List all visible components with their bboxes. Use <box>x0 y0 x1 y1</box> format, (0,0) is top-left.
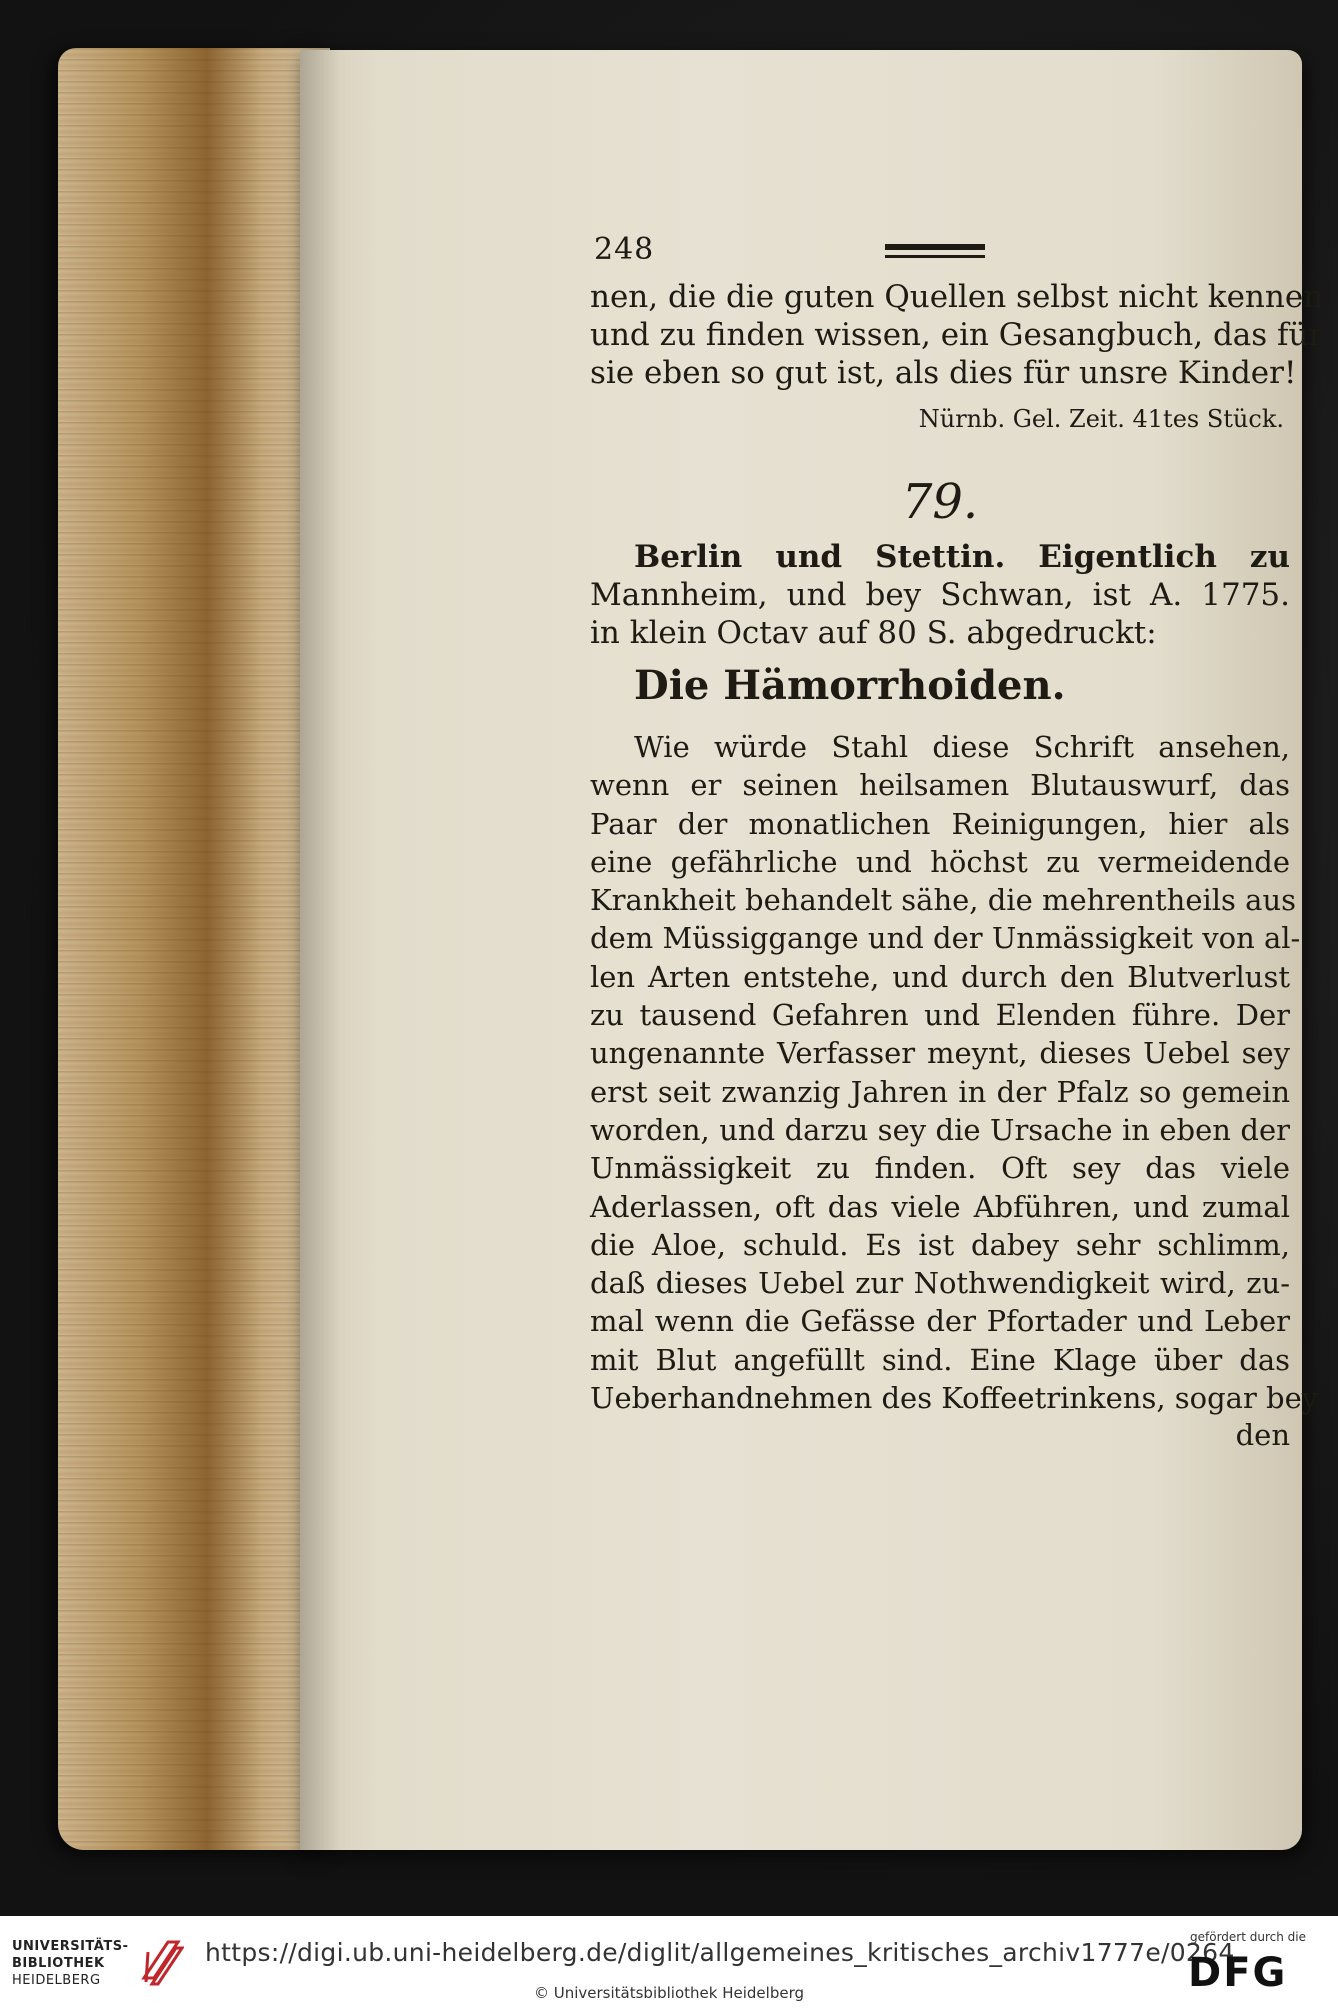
header-rule <box>885 244 985 258</box>
text-line: eine gefährliche und höchst zu vermeidende <box>590 844 1290 879</box>
copyright-notice: © Universitätsbibliothek Heidelberg <box>533 1984 804 2002</box>
text-line: mal wenn die Gefässe der Pfortader und Leber <box>590 1304 1290 1339</box>
opening-paragraph <box>590 278 1324 392</box>
text-line: wenn er seinen heilsamen Blutauswurf, das <box>590 768 1290 803</box>
text-line: Krankheit behandelt sähe, die mehrentheils aus <box>590 883 1296 918</box>
text-line: nen, die die guten Quellen selbst nicht kennen <box>590 279 1324 315</box>
library-name-line: UNIVERSITÄTS- <box>12 1939 129 1954</box>
running-head <box>590 232 1290 278</box>
text-line: daß dieses Uebel zur Nothwendigkeit wird, zu- <box>590 1266 1290 1301</box>
text-line: Mannheim, und bey Schwan, ist A. 1775. <box>590 577 1290 613</box>
permalink-url[interactable]: https://digi.ub.uni-heidelberg.de/diglit/allgemeines_kritisches_archiv1777e/0264 <box>205 1938 1235 1967</box>
page-text <box>590 232 1324 1453</box>
text-line: die Aloe, schuld. Es ist dabey sehr schlimm, <box>590 1227 1290 1262</box>
text-line: in klein Octav auf 80 S. abgedruckt: <box>590 615 1157 651</box>
text-line: len Arten entstehe, und durch den Blutverlust <box>590 959 1290 994</box>
source-citation: Nürnb. Gel. Zeit. 41tes Stück. <box>918 405 1284 433</box>
library-name-line: BIBLIOTHEK <box>12 1956 105 1971</box>
text-line: Paar der monatlichen Reinigungen, hier als <box>590 806 1290 841</box>
text-line: Unmässigkeit zu finden. Oft sey das viele <box>590 1151 1290 1186</box>
text-line: Ueberhandnehmen des Koffeetrinkens, sogar bey <box>590 1381 1319 1416</box>
catchword: den <box>1235 1418 1290 1453</box>
text-line: zu tausend Gefahren und Elenden führe. Der <box>590 998 1290 1033</box>
text-line: Berlin und Stettin. Eigentlich zu <box>634 539 1290 575</box>
text-line: ungenannte Verfasser meynt, dieses Uebel sey <box>590 1036 1290 1071</box>
text-line: dem Müssiggange und der Unmässigkeit von al- <box>590 921 1301 956</box>
dfg-logo-icon: DFG <box>1188 1950 1288 1996</box>
text-line: worden, und darzu sey die Ursache in eben der <box>590 1112 1290 1147</box>
text-line: Wie würde Stahl diese Schrift ansehen, <box>634 730 1290 764</box>
library-name-line: HEIDELBERG <box>12 1973 101 1988</box>
gutter-shadow <box>300 50 340 1850</box>
footer-bar <box>0 1916 1338 2011</box>
text-line: und zu finden wissen, ein Gesangbuch, das für <box>590 317 1324 353</box>
book-edge <box>58 48 330 1850</box>
funded-by-label: gefördert durch die <box>1190 1930 1306 1944</box>
text-line: Aderlassen, oft das viele Abführen, und zumal <box>590 1189 1290 1224</box>
text-line: sie eben so gut ist, als dies für unsre Kinder! <box>590 355 1297 391</box>
review-paragraph <box>590 728 1319 1453</box>
page-number: 248 <box>594 232 655 267</box>
text-line: erst seit zwanzig Jahren in der Pfalz so gemein <box>590 1074 1290 1109</box>
work-title: Die Hämorrhoiden. <box>634 662 1066 709</box>
ub-heidelberg-logo-icon <box>138 1938 184 1988</box>
publication-info <box>590 538 1290 652</box>
text-line: mit Blut angefüllt sind. Eine Klage über das <box>590 1342 1290 1377</box>
library-name <box>12 1938 142 1989</box>
article-number: 79. <box>901 474 979 530</box>
